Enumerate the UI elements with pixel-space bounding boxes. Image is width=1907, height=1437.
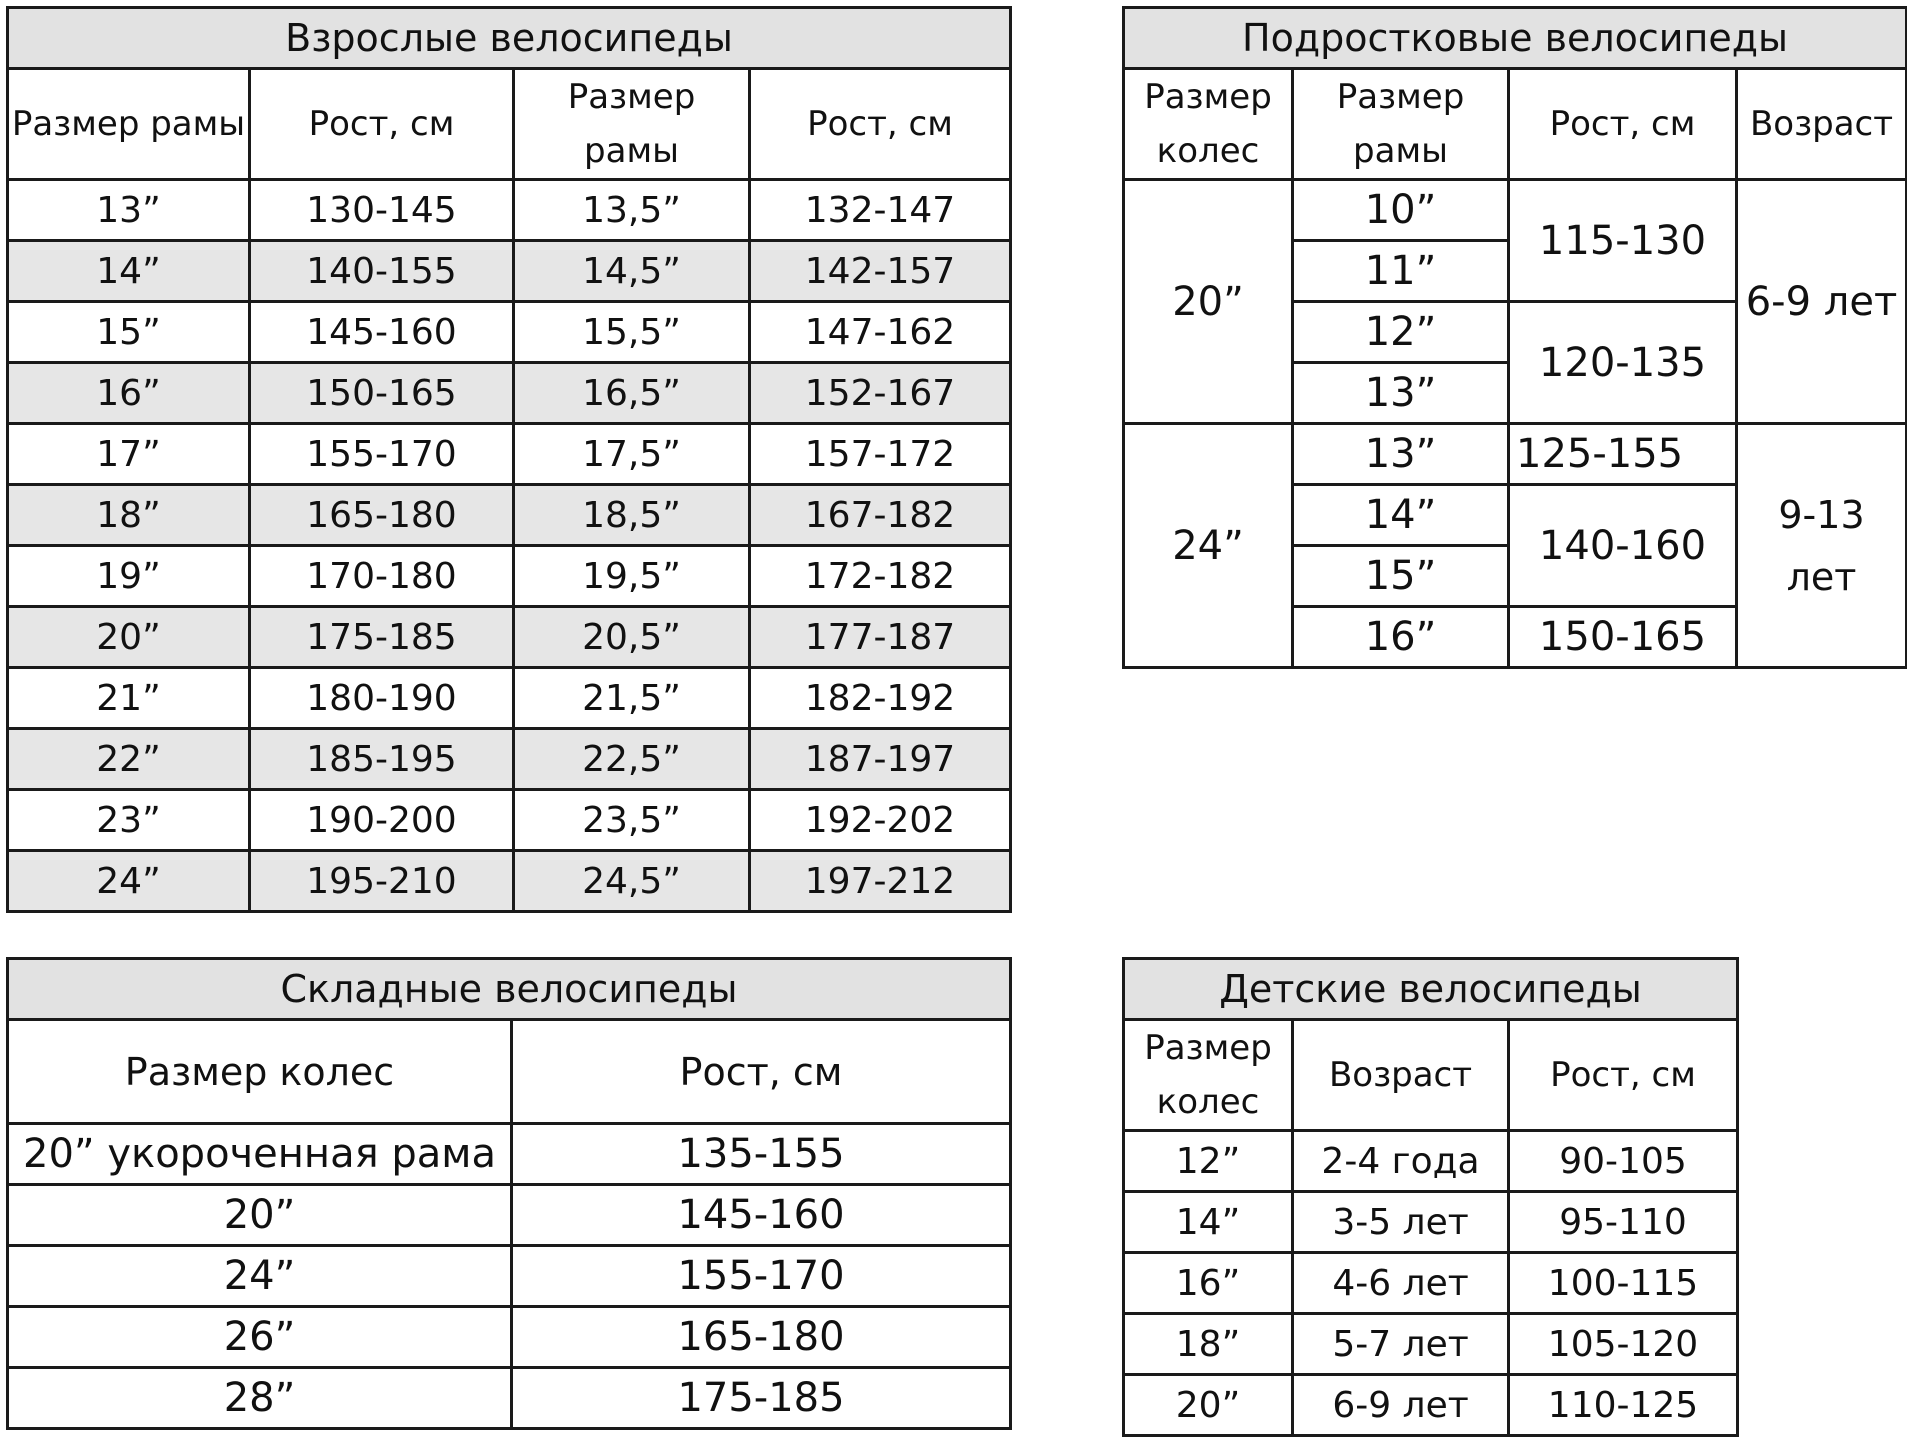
table-cell: 155-170 bbox=[250, 424, 514, 485]
kids-table-body bbox=[1124, 1131, 1738, 1436]
table-cell: 105-120 bbox=[1509, 1314, 1738, 1375]
kids-table-title: Детские велосипеды bbox=[1124, 959, 1738, 1020]
table-cell: 172-182 bbox=[750, 546, 1011, 607]
frame-size-cell: 13” bbox=[1293, 363, 1509, 424]
adult-bikes-table bbox=[6, 6, 1012, 913]
table-cell: 175-185 bbox=[250, 607, 514, 668]
frame-size-cell: 12” bbox=[1293, 302, 1509, 363]
table-cell: 110-125 bbox=[1509, 1375, 1738, 1436]
table-cell: 21” bbox=[8, 668, 250, 729]
table-cell: 4-6 лет bbox=[1293, 1253, 1509, 1314]
table-cell: 22” bbox=[8, 729, 250, 790]
table-cell: 24” bbox=[8, 1246, 512, 1307]
table-cell: 14,5” bbox=[514, 241, 750, 302]
table-cell: 195-210 bbox=[250, 851, 514, 912]
table-cell: 12” bbox=[1124, 1131, 1293, 1192]
header-age: Возраст bbox=[1737, 69, 1907, 180]
table-cell: 177-187 bbox=[750, 607, 1011, 668]
wheel-size-cell: 24” bbox=[1124, 424, 1293, 668]
table-cell: 185-195 bbox=[250, 729, 514, 790]
table-cell: 192-202 bbox=[750, 790, 1011, 851]
table-row bbox=[8, 302, 1011, 363]
table-cell: 19,5” bbox=[514, 546, 750, 607]
table-row bbox=[1124, 1375, 1738, 1436]
table-cell: 187-197 bbox=[750, 729, 1011, 790]
table-row bbox=[1124, 1253, 1738, 1314]
table-cell: 197-212 bbox=[750, 851, 1011, 912]
table-cell: 24,5” bbox=[514, 851, 750, 912]
height-range-cell: 115-130 bbox=[1509, 180, 1737, 302]
table-cell: 24” bbox=[8, 851, 250, 912]
table-cell: 20,5” bbox=[514, 607, 750, 668]
table-row bbox=[8, 1185, 1011, 1246]
table-row bbox=[8, 851, 1011, 912]
table-cell: 155-170 bbox=[512, 1246, 1011, 1307]
adult-table-title: Взрослые велосипеды bbox=[8, 8, 1011, 69]
frame-size-cell: 11” bbox=[1293, 241, 1509, 302]
table-row bbox=[8, 1246, 1011, 1307]
kids-bikes-table bbox=[1122, 957, 1739, 1437]
header-frame-size: Размер рамы bbox=[514, 69, 750, 180]
table-cell: 135-155 bbox=[512, 1124, 1011, 1185]
folding-table-title: Складные велосипеды bbox=[8, 959, 1011, 1020]
table-cell: 165-180 bbox=[250, 485, 514, 546]
table-cell: 130-145 bbox=[250, 180, 514, 241]
table-cell: 95-110 bbox=[1509, 1192, 1738, 1253]
table-cell: 90-105 bbox=[1509, 1131, 1738, 1192]
table-cell: 180-190 bbox=[250, 668, 514, 729]
table-cell: 140-155 bbox=[250, 241, 514, 302]
table-cell: 21,5” bbox=[514, 668, 750, 729]
table-cell: 26” bbox=[8, 1307, 512, 1368]
teen-bikes-table bbox=[1122, 6, 1907, 669]
table-row bbox=[8, 729, 1011, 790]
teen-table-title: Подростковые велосипеды bbox=[1124, 8, 1907, 69]
frame-size-cell: 10” bbox=[1293, 180, 1509, 241]
folding-table-body bbox=[8, 1124, 1011, 1429]
height-range-cell: 120-135 bbox=[1509, 302, 1737, 424]
header-age: Возраст bbox=[1293, 1020, 1509, 1131]
frame-size-cell: 13” bbox=[1293, 424, 1509, 485]
table-cell: 22,5” bbox=[514, 729, 750, 790]
table-cell: 190-200 bbox=[250, 790, 514, 851]
table-cell: 175-185 bbox=[512, 1368, 1011, 1429]
table-row bbox=[1124, 1314, 1738, 1375]
header-frame-size: Размер рамы bbox=[8, 69, 250, 180]
header-frame-size: Размер рамы bbox=[1293, 69, 1509, 180]
table-row bbox=[8, 1124, 1011, 1185]
header-height: Рост, см bbox=[250, 69, 514, 180]
table-cell: 14” bbox=[8, 241, 250, 302]
table-cell: 14” bbox=[1124, 1192, 1293, 1253]
table-cell: 182-192 bbox=[750, 668, 1011, 729]
table-cell: 20” bbox=[8, 1185, 512, 1246]
frame-size-cell: 14” bbox=[1293, 485, 1509, 546]
table-cell: 18” bbox=[1124, 1314, 1293, 1375]
table-cell: 23,5” bbox=[514, 790, 750, 851]
table-row bbox=[8, 790, 1011, 851]
height-range-cell: 140-160 bbox=[1509, 485, 1737, 607]
table-cell: 150-165 bbox=[250, 363, 514, 424]
table-cell: 18” bbox=[8, 485, 250, 546]
table-cell: 145-160 bbox=[512, 1185, 1011, 1246]
height-range-cell: 150-165 bbox=[1509, 607, 1737, 668]
table-row bbox=[1124, 1131, 1738, 1192]
table-cell: 6-9 лет bbox=[1293, 1375, 1509, 1436]
adult-table-body bbox=[8, 180, 1011, 912]
frame-size-cell: 15” bbox=[1293, 546, 1509, 607]
table-row bbox=[8, 607, 1011, 668]
folding-bikes-table bbox=[6, 957, 1012, 1430]
table-row bbox=[8, 241, 1011, 302]
table-row bbox=[1124, 1192, 1738, 1253]
header-height: Рост, см bbox=[1509, 69, 1737, 180]
table-cell: 20” укороченная рама bbox=[8, 1124, 512, 1185]
table-cell: 142-157 bbox=[750, 241, 1011, 302]
table-cell: 3-5 лет bbox=[1293, 1192, 1509, 1253]
table-row bbox=[8, 546, 1011, 607]
table-cell: 100-115 bbox=[1509, 1253, 1738, 1314]
header-wheel-size: Размер колес bbox=[1124, 69, 1293, 180]
table-cell: 20” bbox=[1124, 1375, 1293, 1436]
table-row bbox=[8, 1307, 1011, 1368]
table-cell: 20” bbox=[8, 607, 250, 668]
header-wheel-size: Размер колес bbox=[8, 1020, 512, 1124]
table-cell: 13,5” bbox=[514, 180, 750, 241]
table-cell: 17” bbox=[8, 424, 250, 485]
table-cell: 167-182 bbox=[750, 485, 1011, 546]
wheel-size-cell: 20” bbox=[1124, 180, 1293, 424]
table-row bbox=[8, 668, 1011, 729]
table-row bbox=[8, 180, 1011, 241]
table-cell: 2-4 года bbox=[1293, 1131, 1509, 1192]
table-cell: 170-180 bbox=[250, 546, 514, 607]
table-row bbox=[8, 485, 1011, 546]
age-range-cell: 6-9 лет bbox=[1737, 180, 1907, 424]
table-cell: 17,5” bbox=[514, 424, 750, 485]
header-height: Рост, см bbox=[512, 1020, 1011, 1124]
table-cell: 5-7 лет bbox=[1293, 1314, 1509, 1375]
table-cell: 19” bbox=[8, 546, 250, 607]
table-row bbox=[8, 424, 1011, 485]
table-cell: 157-172 bbox=[750, 424, 1011, 485]
table-cell: 147-162 bbox=[750, 302, 1011, 363]
table-cell: 15,5” bbox=[514, 302, 750, 363]
header-height: Рост, см bbox=[1509, 1020, 1738, 1131]
header-height: Рост, см bbox=[750, 69, 1011, 180]
table-row bbox=[8, 1368, 1011, 1429]
table-cell: 13” bbox=[8, 180, 250, 241]
height-range-cell: 125-155 bbox=[1509, 424, 1737, 485]
age-range-cell: 9-13 лет bbox=[1737, 424, 1907, 668]
header-wheel-size: Размер колес bbox=[1124, 1020, 1293, 1131]
table-cell: 28” bbox=[8, 1368, 512, 1429]
table-row bbox=[8, 363, 1011, 424]
table-cell: 23” bbox=[8, 790, 250, 851]
table-cell: 16” bbox=[1124, 1253, 1293, 1314]
table-cell: 18,5” bbox=[514, 485, 750, 546]
frame-size-cell: 16” bbox=[1293, 607, 1509, 668]
table-cell: 145-160 bbox=[250, 302, 514, 363]
table-cell: 16” bbox=[8, 363, 250, 424]
table-cell: 132-147 bbox=[750, 180, 1011, 241]
table-cell: 152-167 bbox=[750, 363, 1011, 424]
table-cell: 16,5” bbox=[514, 363, 750, 424]
table-cell: 165-180 bbox=[512, 1307, 1011, 1368]
table-cell: 15” bbox=[8, 302, 250, 363]
